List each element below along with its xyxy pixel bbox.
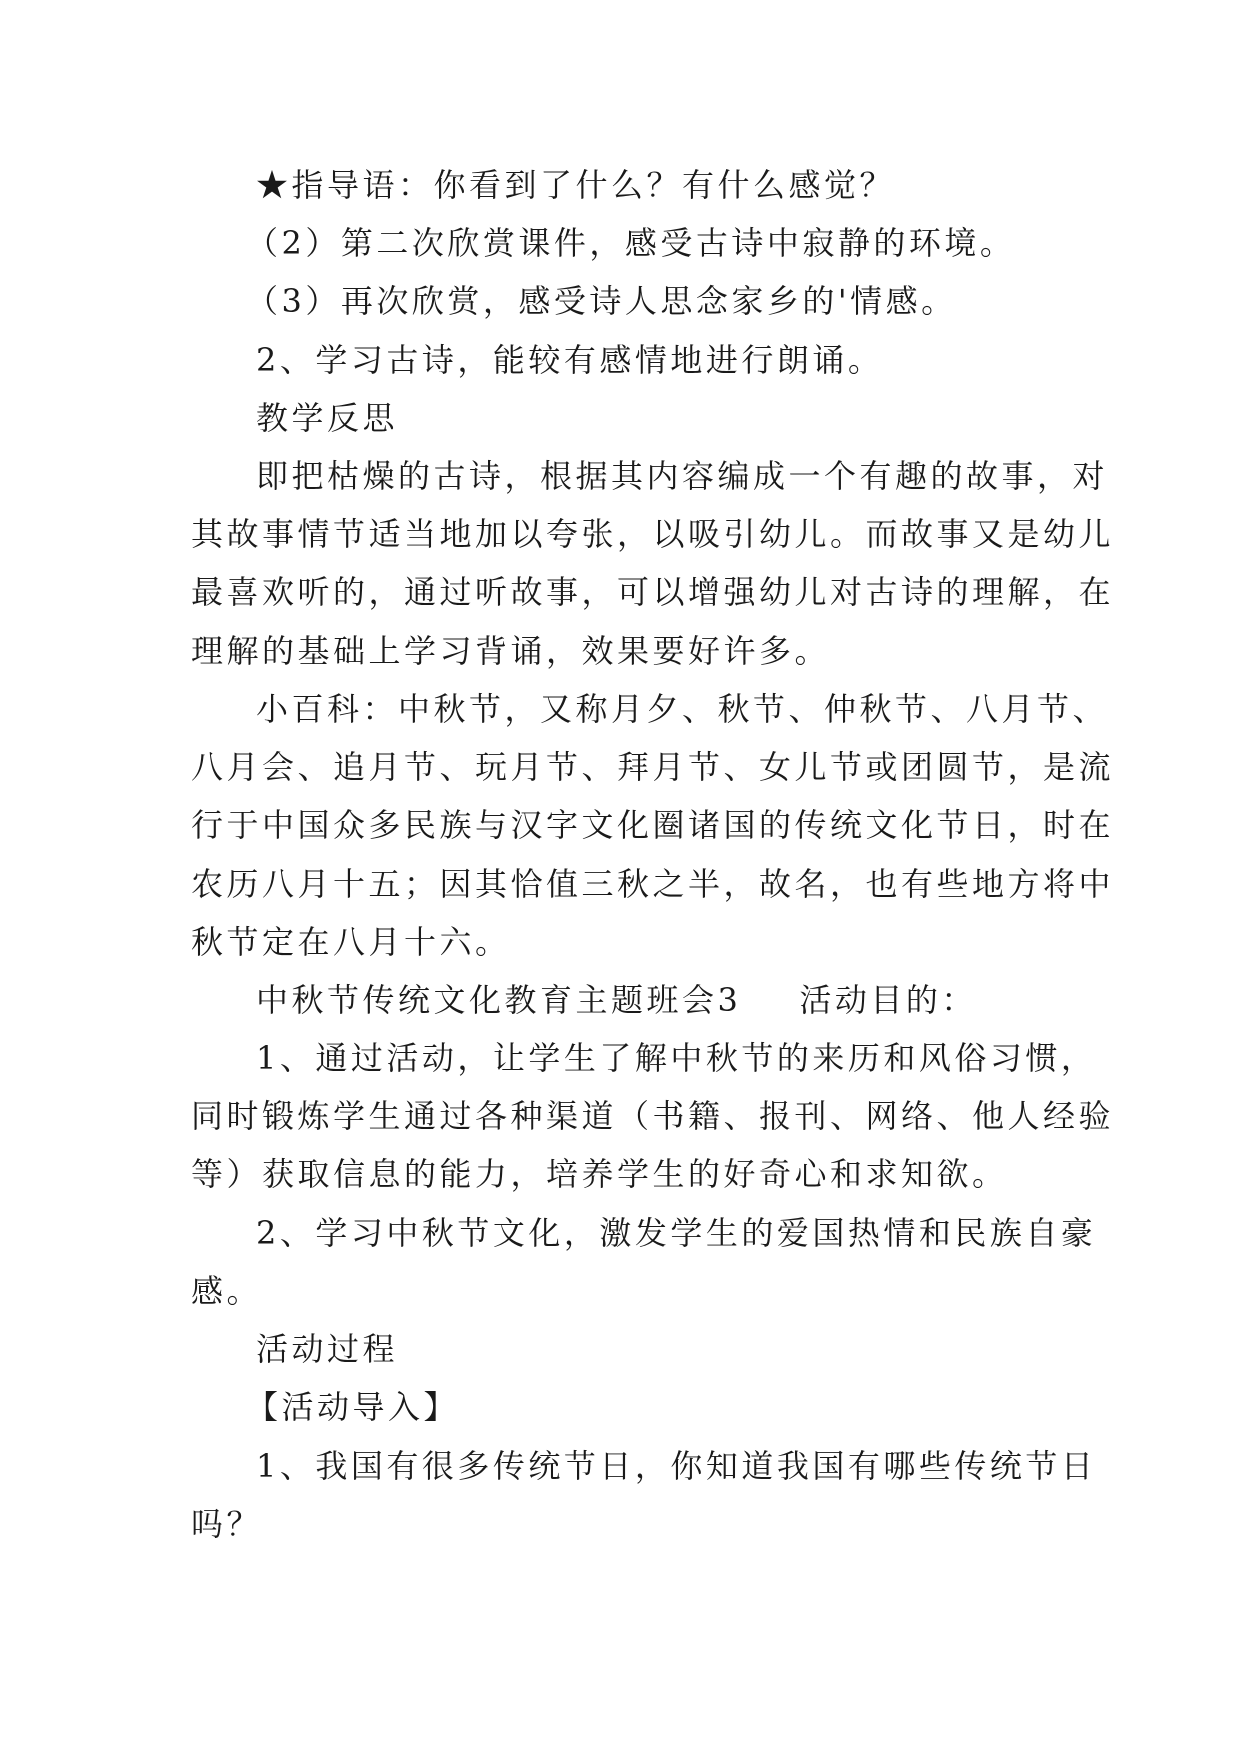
- learn-poem-line: 2、学习古诗，能较有感情地进行朗诵。: [256, 341, 884, 379]
- goal-2-line-1: 2、学习中秋节文化，激发学生的爱国热情和民族自豪: [256, 1214, 1097, 1252]
- reflection-paragraph-line-4: 理解的基础上学习背诵，效果要好许多。: [191, 632, 831, 670]
- reflection-paragraph-line-3: 最喜欢听的，通过听故事，可以增强幼儿对古诗的理解，在: [191, 573, 1115, 611]
- reflection-paragraph-line-2: 其故事情节适当地加以夸张，以吸引幼儿。而故事又是幼儿: [191, 515, 1115, 553]
- goal-2-line-2: 感。: [191, 1272, 263, 1310]
- encyclopedia-line-4: 农历八月十五；因其恰值三秋之半，故名，也有些地方将中: [191, 865, 1115, 903]
- step-2-line: （2）第二次欣赏课件，感受古诗中寂静的环境。: [246, 224, 1016, 262]
- activity-process-heading: 活动过程: [256, 1330, 399, 1368]
- goal-1-line-2: 同时锻炼学生通过各种渠道（书籍、报刊、网络、他人经验: [191, 1097, 1115, 1135]
- encyclopedia-line-5: 秋节定在八月十六。: [191, 923, 511, 961]
- intro-question-line-2: 吗？: [191, 1505, 263, 1543]
- encyclopedia-line-1: 小百科：中秋节，又称月夕、秋节、仲秋节、八月节、: [256, 690, 1109, 728]
- encyclopedia-line-2: 八月会、追月节、玩月节、拜月节、女儿节或团圆节，是流: [191, 748, 1115, 786]
- class-meeting-title-line: [256, 970, 977, 1030]
- reflection-heading: 教学反思: [256, 399, 399, 437]
- activity-goal-label: 活动目的：: [799, 981, 977, 1019]
- activity-intro-heading: 【活动导入】: [246, 1388, 460, 1426]
- goal-1-line-3: 等）获取信息的能力，培养学生的好奇心和求知欲。: [191, 1155, 1008, 1193]
- guide-question-line: ★指导语：你看到了什么？有什么感觉？: [256, 166, 896, 204]
- intro-question-line-1: 1、我国有很多传统节日，你知道我国有哪些传统节日: [256, 1447, 1097, 1485]
- step-3-line: （3）再次欣赏，感受诗人思念家乡的'情感。: [246, 282, 957, 320]
- encyclopedia-line-3: 行于中国众多民族与汉字文化圈诸国的传统文化节日，时在: [191, 806, 1115, 844]
- reflection-paragraph-line-1: 即把枯燥的古诗，根据其内容编成一个有趣的故事，对: [256, 457, 1109, 495]
- class-meeting-title: 中秋节传统文化教育主题班会3: [256, 981, 742, 1019]
- goal-1-line-1: 1、通过活动，让学生了解中秋节的来历和风俗习惯，: [256, 1039, 1097, 1077]
